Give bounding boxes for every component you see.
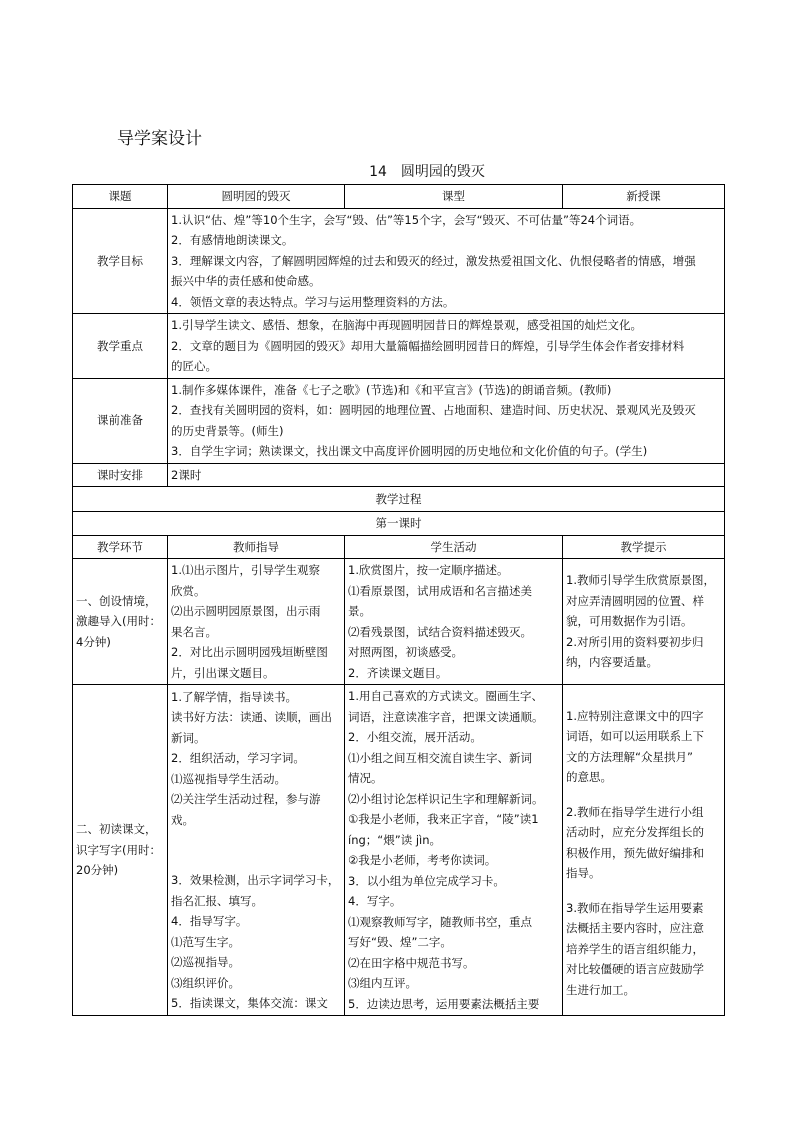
key-point-line: 1.引导学生读文、感悟、想象，在脑海中再现圆明园昔日的辉煌景观，感受祖国的灿烂文化。	[171, 318, 642, 332]
teacher-line: ⑴巡视指导学生活动。	[171, 771, 286, 786]
tip-line: 1.教师引导学生欣赏原景图，	[566, 573, 715, 588]
lesson-plan-table	[72, 184, 725, 1016]
student-line: ①我是小老师，我来正字音，“陵”读1	[348, 812, 539, 826]
teacher-line: 指名汇报、填写。	[171, 893, 263, 908]
prep-content	[168, 378, 725, 463]
stage2-row	[73, 685, 725, 1016]
tip-line: 词语，如可以运用联系上下	[566, 729, 704, 744]
teacher-line: 4．指导写字。	[171, 914, 248, 928]
stage2-name	[73, 685, 168, 1016]
student-line: 词语，注意读准字音，把课文读通顺。	[348, 709, 544, 724]
tip-line: 1.应特别注意课文中的四字	[566, 708, 704, 723]
subject-value: 圆明园的毁灭	[168, 185, 345, 209]
stage2-tips	[563, 685, 725, 1016]
tip-line: 的意思。	[566, 770, 612, 785]
teacher-line: ⑵巡视指导。	[171, 955, 240, 969]
teacher-line: 读书好方法：读通、读顺，画出	[171, 710, 332, 724]
col-stage: 教学环节	[73, 535, 168, 559]
goal-line: 4．领悟文章的表达特点。学习与运用整理资料的方法。	[171, 294, 455, 309]
tip-line: 活动时，应充分发挥组长的	[566, 825, 704, 840]
teacher-line: ⑴范写生字。	[171, 934, 240, 949]
goals-label: 教学目标	[73, 208, 168, 314]
subject-label: 课题	[73, 185, 168, 209]
stage1-name-line: 一、创设情境，	[76, 593, 157, 608]
col-student: 学生活动	[345, 535, 563, 559]
goal-line: 2．有感情地朗读课文。	[171, 233, 294, 247]
teacher-line: 2．组织活动，学习字词。	[171, 751, 305, 765]
prep-row	[73, 378, 725, 463]
prep-line: 1.制作多媒体课件，准备《七子之歌》(节选)和《和平宣言》(节选)的朗诵音频。(教师)	[171, 382, 612, 397]
stage1-row	[73, 559, 725, 685]
student-line: 4．写字。	[348, 894, 402, 908]
key-point-line: 的匠心。	[171, 359, 217, 373]
column-header-row	[73, 535, 725, 559]
tip-line: 2.对所引用的资料要初步归	[566, 634, 704, 649]
teacher-line: 新词。	[171, 730, 206, 745]
stage2-teacher	[168, 685, 345, 1016]
tip-line: 指导。	[566, 866, 601, 881]
teacher-line: 2．对比出示圆明园残垣断壁图	[171, 645, 328, 659]
tip-line: 3.教师在指导学生运用要素	[566, 900, 704, 915]
key-points-label: 教学重点	[73, 314, 168, 379]
type-label: 课型	[345, 185, 563, 209]
stage2-name-line: 识字写字(用时：	[76, 842, 161, 857]
col-tips: 教学提示	[563, 535, 725, 559]
goal-line: 1.认识“估、煌”等10个生字，会写“毁、估”等15个字，会写“毁灭、不可估量”等24个词语。	[171, 212, 642, 227]
schedule-value: 2课时	[168, 463, 725, 487]
teacher-line: 1.了解学情，指导读书。	[171, 689, 297, 704]
student-line: ⑴小组之间互相交流自读生字、新词	[348, 750, 532, 765]
period-title-row	[73, 512, 725, 536]
stage2-name-line: 20分钟)	[76, 863, 119, 878]
teacher-line: 欣赏。	[171, 583, 206, 598]
stage2-name-line: 二、初读课文，	[76, 822, 157, 837]
stage1-teacher	[168, 559, 345, 685]
header-row	[73, 185, 725, 209]
tip-line: 生进行加工。	[566, 982, 635, 997]
student-line: ②我是小老师，考考你读词。	[348, 853, 497, 867]
student-line: 对照两图，初谈感受。	[348, 645, 463, 659]
prep-line: 的历史背景等。(师生)	[171, 423, 284, 438]
prep-label: 课前准备	[73, 378, 168, 463]
goal-line: 振兴中华的责任感和使命感。	[171, 274, 321, 288]
teacher-line: ⑵关注学生活动过程，参与游	[171, 792, 321, 806]
type-value: 新授课	[563, 185, 725, 209]
stage1-student	[345, 559, 563, 685]
prep-line: 2．查找有关圆明园的资料，如：圆明园的地理位置、占地面积、建造时间、历史状况、景观风光及毁灭	[171, 403, 696, 417]
teacher-line: 片，引出课文题目。	[171, 665, 275, 680]
student-line: ⑵看残景图，试结合资料描述毁灭。	[348, 624, 532, 639]
teacher-line: 戏。	[171, 812, 194, 827]
stage1-name-line: 激趣导入(用时：	[76, 614, 161, 629]
lesson-title: 14 圆明园的毁灭	[369, 164, 485, 180]
process-title: 教学过程	[73, 487, 725, 512]
col-teacher: 教师指导	[168, 535, 345, 559]
stage1-tips	[563, 559, 725, 685]
prep-line: 3．自学生字词；熟读课文，找出课文中高度评价圆明园的历史地位和文化价值的句子。(学生)	[171, 444, 648, 458]
tip-line: 积极作用，预先做好编排和	[566, 845, 704, 860]
student-line: 1.用自己喜欢的方式读文。圈画生字、	[348, 689, 543, 703]
tip-line: 法概括主要内容时，应注意	[566, 921, 704, 936]
tip-line: 2.教师在指导学生进行小组	[566, 804, 704, 819]
tip-line: 纳，内容要适量。	[566, 655, 658, 670]
student-line: 5．边读边思考，运用要素法概括主要	[348, 996, 540, 1011]
student-line: 情况。	[348, 771, 383, 785]
tip-line: 貌，可用数据作为引语。	[566, 614, 693, 629]
student-line: ⑴观察教师写字，随教师书空，重点	[348, 914, 532, 929]
goals-content	[168, 208, 725, 314]
teacher-line: ⑵出示圆明园原景图，出示雨	[171, 604, 321, 618]
tip-line: 对比较僵硬的语言应鼓励学	[566, 962, 704, 977]
teacher-line: ⑶组织评价。	[171, 975, 240, 990]
schedule-row	[73, 463, 725, 487]
tip-line: 对应弄清圆明园的位置、样	[566, 593, 704, 608]
teacher-line: 1.⑴出示图片，引导学生观察	[171, 563, 320, 577]
goal-line: 3．理解课文内容，了解圆明园辉煌的过去和毁灭的经过，激发热爱祖国文化、仇恨侵略者的情感，增强	[171, 253, 696, 268]
key-points-row	[73, 314, 725, 379]
doc-heading: 导学案设计	[117, 129, 202, 149]
stage1-name-line: 4分钟)	[76, 634, 111, 649]
teacher-line: 3．效果检测，出示字词学习卡，	[171, 873, 340, 887]
stage1-name	[73, 559, 168, 685]
teacher-line: 5．指读课文，集体交流：课文	[171, 996, 328, 1010]
key-point-line: 2．文章的题目为《圆明园的毁灭》却用大量篇幅描绘圆明园昔日的辉煌，引导学生体会作者安排材料	[171, 338, 685, 353]
stage2-student	[345, 685, 563, 1016]
student-line: 2．小组交流，展开活动。	[348, 730, 482, 744]
goals-row	[73, 208, 725, 314]
student-line: 3．以小组为单位完成学习卡。	[348, 873, 505, 888]
student-line: 2．齐读课文题目。	[348, 665, 448, 680]
student-line: 写好“毁、煌”二字。	[348, 935, 452, 949]
student-line: ⑵在田字格中规范书写。	[348, 955, 475, 970]
student-line: ⑴看原景图，试用成语和名言描述美	[348, 583, 532, 598]
tip-line: 文的方法理解“众星拱月”	[566, 749, 693, 764]
teacher-line: 果名言。	[171, 624, 217, 639]
period-title: 第一课时	[73, 512, 725, 536]
student-line: ⑶组内互评。	[348, 976, 417, 990]
key-points-content	[168, 314, 725, 379]
student-line: 景。	[348, 604, 371, 618]
process-title-row	[73, 487, 725, 512]
student-line: íng；“煨”读 jìn。	[348, 832, 442, 847]
schedule-label: 课时安排	[73, 463, 168, 487]
student-line: 1.欣赏图片，按一定顺序描述。	[348, 563, 509, 577]
tip-line: 培养学生的语言组织能力，	[566, 941, 704, 956]
student-line: ⑵小组讨论怎样识记生字和理解新词。	[348, 791, 544, 806]
